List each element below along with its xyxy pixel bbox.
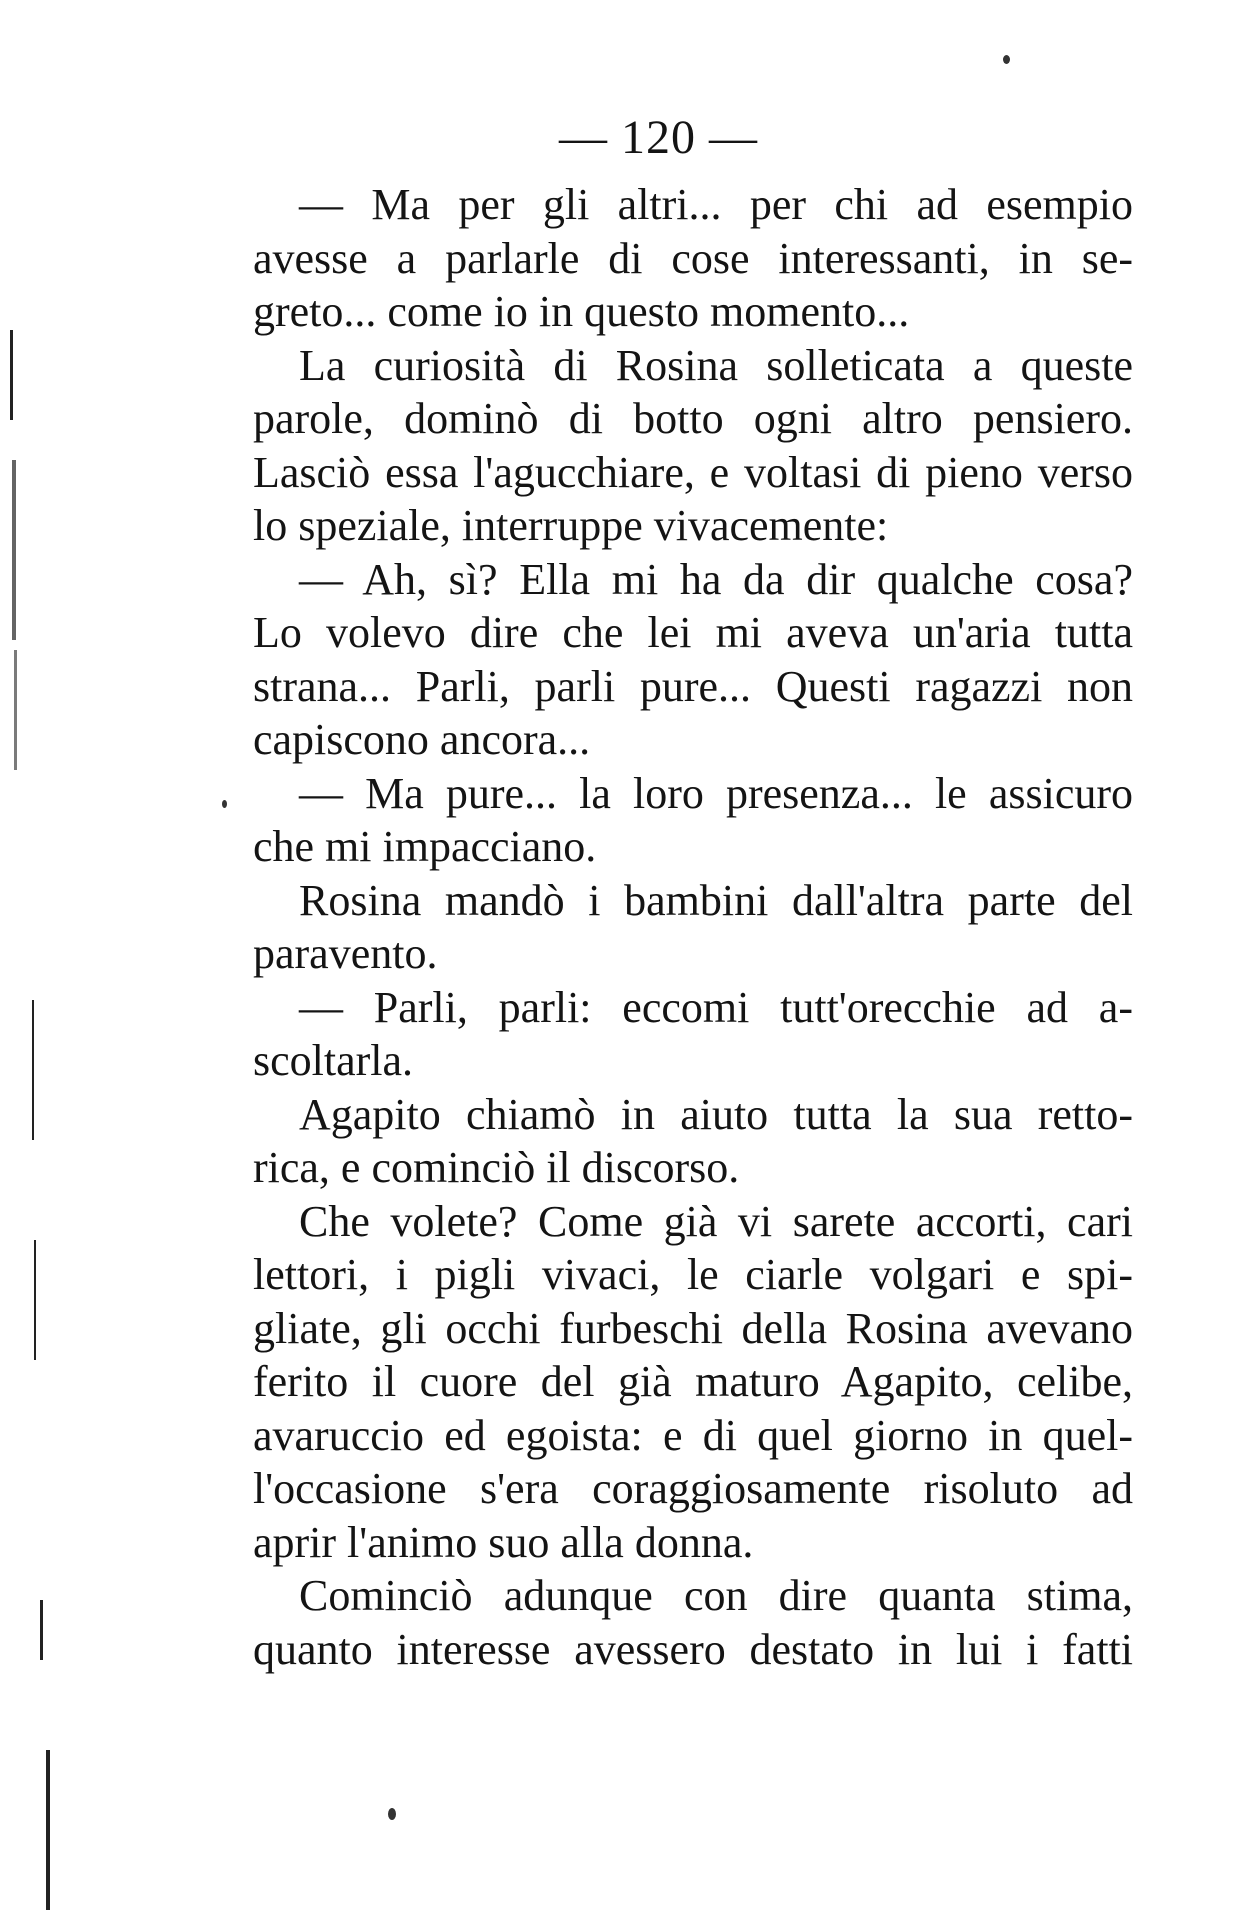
text-line: — Ah, sì? Ella mi ha da dir qualche cosa? <box>299 554 1133 604</box>
text-line: l'occasione s'era coraggiosamente risoluto ad <box>253 1464 1133 1513</box>
text-line: lettori, i pigli vivaci, le ciarle volgari e spi- <box>253 1250 1133 1299</box>
text-line: quanto interesse avessero destato in lui i fatti <box>253 1624 1133 1674</box>
text-line: — Ma pure... la loro presenza... le assicuro <box>299 768 1133 818</box>
text-line: — Ma per gli altri... per chi ad esempio <box>299 180 1133 229</box>
text-line: Lo volevo dire che lei mi aveva un'aria tutta <box>253 608 1133 657</box>
text-line: greto... come io in questo momento... <box>253 287 910 336</box>
text-line: aprir l'animo suo alla donna. <box>253 1517 754 1567</box>
text-line: Che volete? Come già vi sarete accorti, cari <box>299 1196 1133 1246</box>
text-line: ferito il cuore del già maturo Agapito, celibe, <box>253 1357 1133 1406</box>
page-number: — 120 — <box>559 111 758 164</box>
text-line: scoltarla. <box>253 1036 414 1085</box>
scan-edge-mark <box>34 1240 36 1360</box>
scan-edge-mark <box>46 1750 50 1910</box>
text-line: rica, e cominciò il discorso. <box>253 1143 740 1192</box>
text-line: parole, dominò di botto ogni altro pensiero. <box>253 394 1133 443</box>
text-line: capiscono ancora... <box>253 715 591 764</box>
text-line: La curiosità di Rosina solleticata a queste <box>299 340 1133 390</box>
text-line: che mi impacciano. <box>253 822 597 871</box>
scan-edge-mark <box>12 460 16 640</box>
scan-speck <box>1003 55 1010 64</box>
text-line: gliate, gli occhi furbeschi della Rosina avevano <box>253 1303 1133 1353</box>
text-line: Rosina mandò i bambini dall'altra parte del <box>299 875 1133 925</box>
scan-speck <box>388 1808 396 1820</box>
text-line: avaruccio ed egoista: e di quel giorno in quel- <box>253 1410 1133 1460</box>
text-line: avesse a parlarle di cose interessanti, in se- <box>253 233 1133 283</box>
text-line: — Parli, parli: eccomi tutt'orecchie ad a- <box>299 982 1133 1032</box>
text-line: Lasciò essa l'agucchiare, e voltasi di pieno verso <box>253 447 1133 497</box>
text-line: paravento. <box>253 929 438 978</box>
scan-edge-mark <box>14 650 17 770</box>
text-line: Agapito chiamò in aiuto tutta la sua retto- <box>299 1089 1133 1139</box>
text-line: strana... Parli, parli pure... Questi ragazzi non <box>253 661 1133 711</box>
text-line: lo speziale, interruppe vivacemente: <box>253 501 889 550</box>
scan-speck <box>222 800 227 808</box>
body-text <box>253 178 1133 1676</box>
scan-edge-mark <box>40 1600 43 1660</box>
scan-edge-mark <box>10 330 13 420</box>
scan-edge-mark <box>32 1000 34 1140</box>
text-line: Cominciò adunque con dire quanta stima, <box>299 1571 1133 1620</box>
